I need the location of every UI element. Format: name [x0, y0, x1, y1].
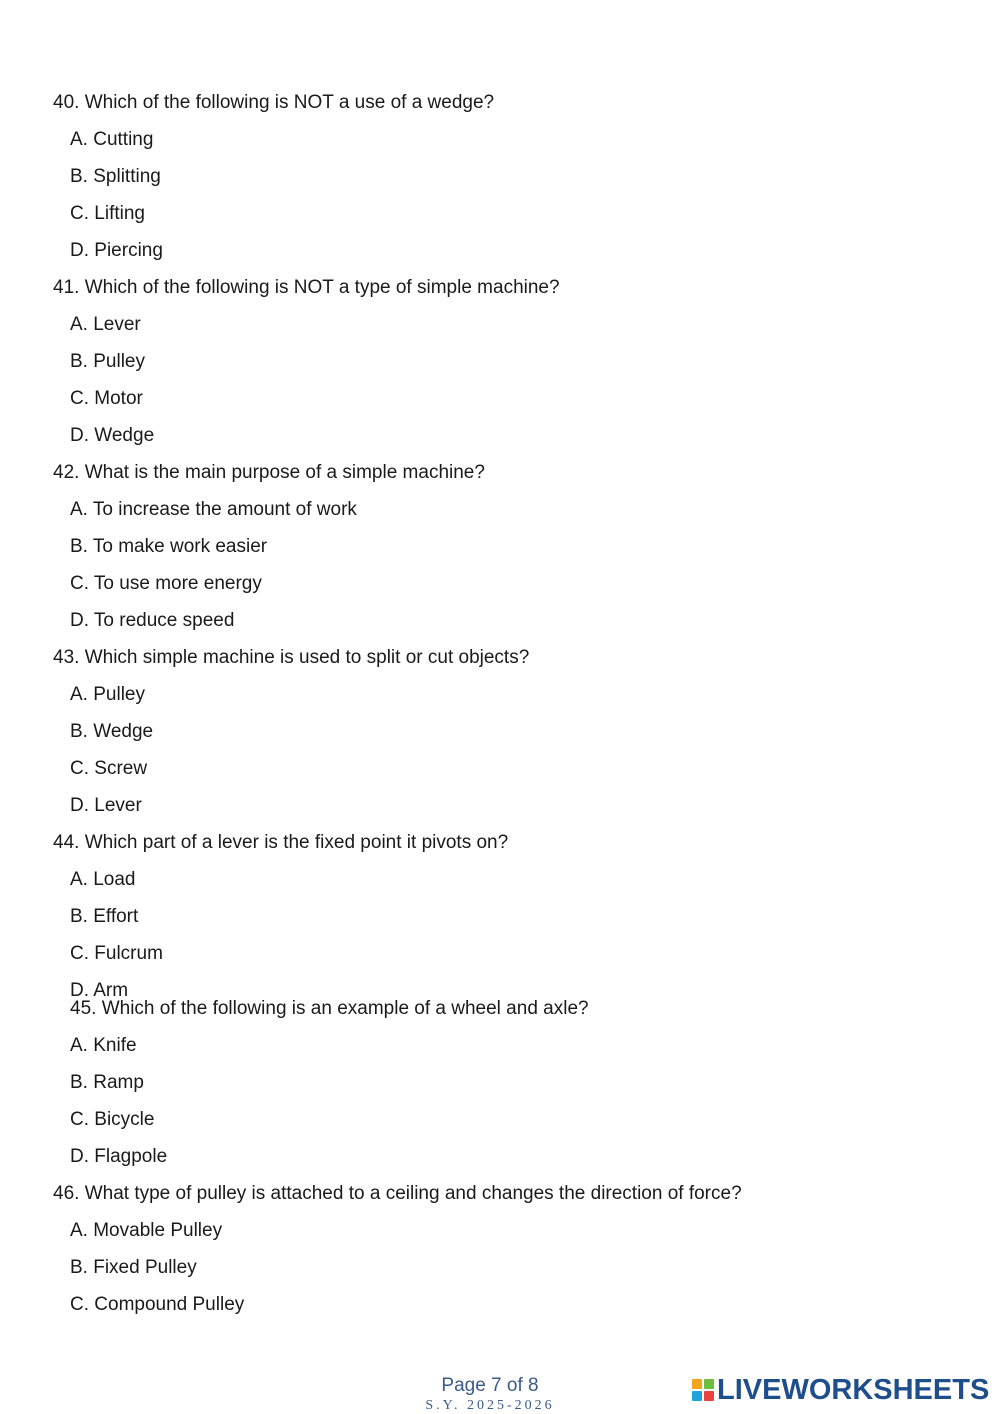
school-year: S.Y. 2025-2026 — [425, 1398, 555, 1413]
question-42: 42. What is the main purpose of a simple machine? — [53, 462, 485, 483]
liveworksheets-logo — [692, 1374, 989, 1406]
option-40-b: B. Splitting — [70, 166, 161, 187]
option-42-a: A. To increase the amount of work — [70, 499, 357, 520]
option-44-a: A. Load — [70, 869, 136, 890]
option-45-c: C. Bicycle — [70, 1109, 155, 1130]
option-46-b: B. Fixed Pulley — [70, 1257, 197, 1278]
option-45-d: D. Flagpole — [70, 1146, 168, 1167]
option-45-a: A. Knife — [70, 1035, 137, 1056]
option-45-b: B. Ramp — [70, 1072, 144, 1093]
option-46-c: C. Compound Pulley — [70, 1294, 245, 1315]
option-46-a: A. Movable Pulley — [70, 1220, 223, 1241]
option-43-c: C. Screw — [70, 758, 148, 779]
question-45: 45. Which of the following is an example of a wheel and axle? — [70, 998, 589, 1019]
brand-name: LIVEWORKSHEETS — [717, 1373, 990, 1406]
option-40-c: C. Lifting — [70, 203, 145, 224]
question-41: 41. Which of the following is NOT a type of simple machine? — [53, 277, 560, 298]
option-43-d: D. Lever — [70, 795, 142, 816]
question-43: 43. Which simple machine is used to split or cut objects? — [53, 647, 530, 668]
option-42-c: C. To use more energy — [70, 573, 262, 594]
option-44-c: C. Fulcrum — [70, 943, 163, 964]
option-40-a: A. Cutting — [70, 129, 154, 150]
option-44-d: D. Arm — [70, 980, 129, 1001]
option-42-d: D. To reduce speed — [70, 610, 235, 631]
question-40: 40. Which of the following is NOT a use of a wedge? — [53, 92, 495, 113]
option-41-a: A. Lever — [70, 314, 141, 335]
option-41-c: C. Motor — [70, 388, 143, 409]
option-43-b: B. Wedge — [70, 721, 154, 742]
option-42-b: B. To make work easier — [70, 536, 268, 557]
option-41-d: D. Wedge — [70, 425, 155, 446]
option-44-b: B. Effort — [70, 906, 139, 927]
question-46: 46. What type of pulley is attached to a ceiling and changes the direction of force? — [53, 1183, 742, 1204]
option-40-d: D. Piercing — [70, 240, 163, 261]
option-41-b: B. Pulley — [70, 351, 145, 372]
liveworksheets-tiles-icon — [692, 1379, 714, 1401]
page-number: Page 7 of 8 — [441, 1375, 539, 1396]
option-43-a: A. Pulley — [70, 684, 145, 705]
question-44: 44. Which part of a lever is the fixed point it pivots on? — [53, 832, 509, 853]
